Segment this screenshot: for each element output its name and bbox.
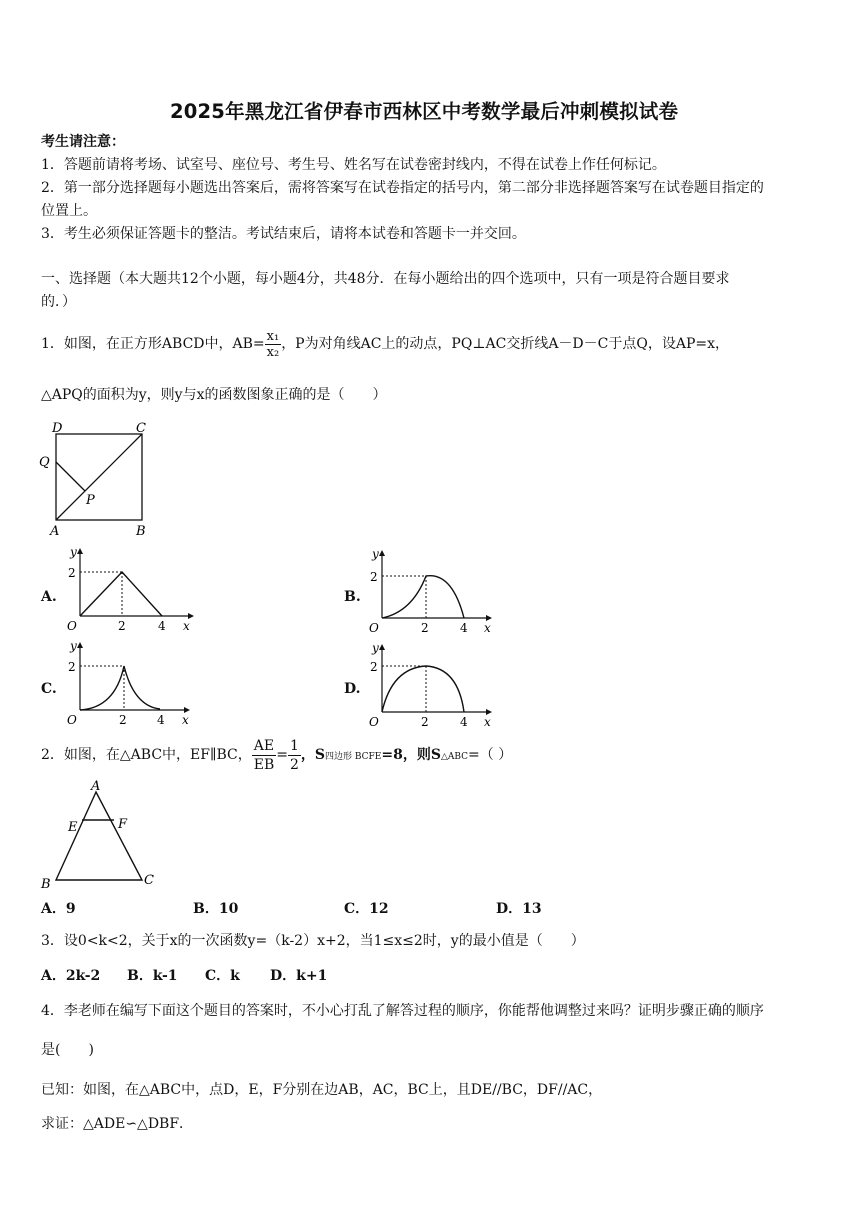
graph-A-y-label: y	[70, 545, 77, 559]
q1-graph-D	[362, 640, 502, 732]
graph-C-x-label: x	[182, 713, 189, 727]
q1-frac-num: x₁	[266, 328, 280, 344]
notice-heading: 考生请注意：	[41, 134, 125, 150]
q1-stem-line2: △APQ的面积为y，则y与x的函数图象正确的是（ ）	[41, 387, 387, 403]
q2-option-B: B．10	[193, 901, 239, 917]
notice-item-2-cont: 位置上。	[41, 203, 97, 219]
q2-stem	[41, 732, 512, 780]
q3-option-C: C．k	[205, 968, 240, 984]
label-C: C	[144, 873, 154, 888]
notice-item-1: 1．答题前请将考场、试室号、座位号、考生号、姓名写在试卷密封线内，不得在试卷上作任何标记。	[41, 157, 666, 173]
q2-stem-post: =8，则S	[381, 747, 441, 763]
notice-item-3: 3．考生必须保证答题卡的整洁。考试结束后，请将本试卷和答题卡一并交回。	[41, 226, 526, 242]
q2-frac2-num: 1	[289, 737, 299, 754]
notice-item-2: 2．第一部分选择题每小题选出答案后，需将答案写在试卷指定的括号内，第二部分非选择题答案写在试卷题目指定的	[41, 180, 764, 196]
label-E: E	[68, 820, 78, 835]
graph-A-origin: O	[67, 619, 77, 633]
graph-C-origin: O	[67, 713, 77, 727]
q2-sub-quad: 四边形 BCFE	[325, 752, 382, 762]
graph-B-x-tick-4: 4	[460, 621, 468, 635]
graph-D-x-label: x	[484, 715, 491, 729]
graph-B-y-label: y	[372, 547, 379, 561]
graph-A-x-tick-4: 4	[158, 619, 166, 633]
q1-frac-den: x₂	[266, 344, 280, 360]
graph-A-x-tick-2: 2	[118, 619, 126, 633]
q2-frac-den: EB	[253, 756, 275, 773]
q4-prove: 求证：△ADE∽△DBF．	[41, 1116, 194, 1132]
q1-graph-A	[60, 544, 200, 636]
q1-stem-post: ，P为对角线AC上的动点，PQ⊥AC交折线A－D－C于点Q，设AP=x，	[281, 336, 729, 352]
label-B: B	[136, 524, 146, 539]
q2-fraction-half	[288, 737, 301, 774]
q1-fraction	[265, 329, 282, 360]
q2-frac2-den: 2	[289, 756, 299, 773]
q3-option-D: D．k+1	[270, 968, 328, 984]
q1-square-figure	[34, 418, 159, 543]
q2-frac-num: AE	[252, 737, 277, 756]
q1-option-A-label: A.	[41, 589, 57, 605]
q1-option-B-label: B.	[344, 589, 361, 605]
graph-D-y-label: y	[372, 641, 379, 655]
q1-graph-B	[362, 546, 502, 638]
graph-B-x-label: x	[484, 621, 491, 635]
graph-C-x-tick-2: 2	[119, 713, 127, 727]
q2-option-A: A．9	[41, 901, 76, 917]
graph-D-origin: O	[369, 715, 379, 729]
graph-A-x-label: x	[183, 619, 190, 633]
label-D: D	[52, 421, 63, 436]
q2-eq: =	[276, 747, 288, 763]
q1-graph-C	[60, 638, 200, 730]
q2-triangle-figure	[36, 776, 161, 891]
q1-option-C-label: C.	[41, 681, 57, 697]
q3-option-B: B．k-1	[127, 968, 178, 984]
q3-option-A: A．2k-2	[41, 968, 101, 984]
label-A: A	[50, 524, 60, 539]
q2-option-C: C．12	[344, 901, 389, 917]
section-heading: 一、选择题（本大题共12个小题，每小题4分，共48分．在每小题给出的四个选项中，只有一项是符合题目要求	[41, 271, 730, 287]
label-A: A	[91, 779, 101, 794]
q2-sub-tri: △ABC	[440, 752, 469, 762]
q2-fraction-ae-eb	[252, 737, 277, 774]
graph-B-origin: O	[369, 621, 379, 635]
graph-A-y-tick: 2	[68, 566, 76, 580]
graph-C-x-tick-4: 4	[157, 713, 165, 727]
q2-option-D: D．13	[496, 901, 542, 917]
graph-D-x-tick-4: 4	[460, 715, 468, 729]
q3-stem: 3．设0<k<2，关于x的一次函数y=（k-2）x+2，当1≤x≤2时，y的最小值是（ ）	[41, 933, 585, 949]
label-Q: Q	[39, 455, 50, 470]
q2-stem-pre: 2．如图，在△ABC中，EF∥BC，	[41, 747, 252, 763]
section-heading-cont: 的．）	[41, 294, 76, 310]
q1-option-D-label: D.	[344, 681, 361, 697]
q4-given: 已知：如图，在△ABC中，点D，E，F分别在边AB，AC，BC上，且DE//BC，DF//AC，	[41, 1082, 603, 1098]
q4-stem-line2: 是( )	[41, 1042, 94, 1058]
q1-stem-pre: 1．如图，在正方形ABCD中，AB=	[41, 336, 265, 352]
q2-stem-end: =（ ）	[468, 747, 513, 763]
q4-stem-line1: 4．李老师在编写下面这个题目的答案时，不小心打乱了解答过程的顺序，你能帮他调整过来吗？证明步骤正确的顺序	[41, 1003, 764, 1019]
q2-stem-mid: ，S	[300, 747, 326, 763]
graph-C-y-label: y	[70, 639, 77, 653]
graph-B-y-tick: 2	[370, 570, 378, 584]
graph-D-y-tick: 2	[370, 660, 378, 674]
q1-stem	[41, 322, 729, 366]
label-F: F	[118, 817, 128, 832]
graph-B-x-tick-2: 2	[421, 621, 429, 635]
page-title: 2025年黑龙江省伊春市西林区中考数学最后冲刺模拟试卷	[170, 100, 679, 123]
label-C: C	[136, 421, 146, 436]
graph-C-y-tick: 2	[68, 660, 76, 674]
graph-D-x-tick-2: 2	[421, 715, 429, 729]
label-P: P	[86, 493, 95, 508]
label-B: B	[41, 877, 51, 891]
